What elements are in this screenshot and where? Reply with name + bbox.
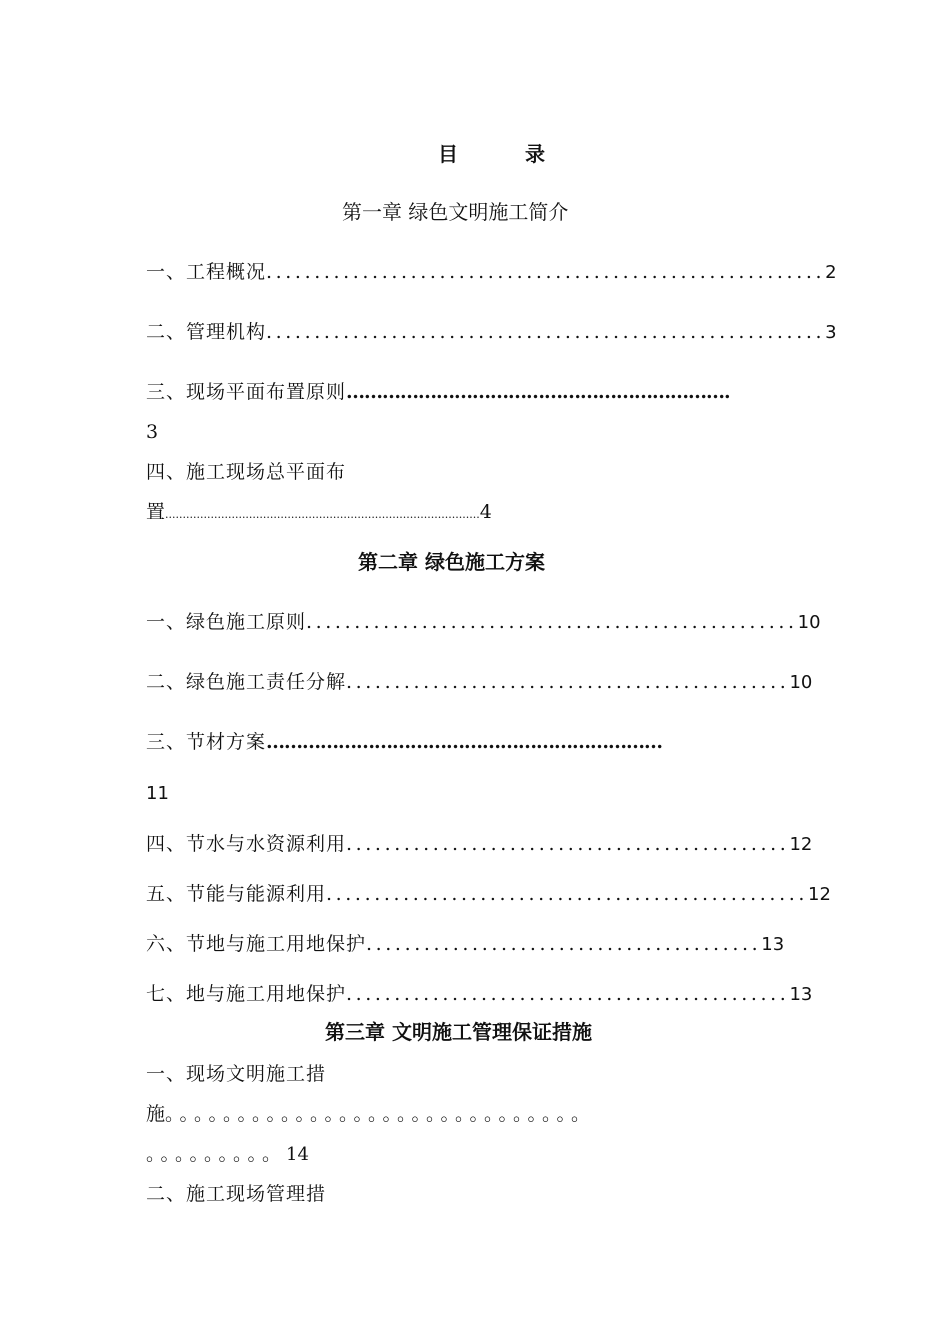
toc-entry[interactable] [146, 882, 831, 907]
page-number: 10 [789, 672, 813, 693]
entry-label-cont: 施 [146, 1103, 166, 1125]
leader-dots: .................................................. [326, 883, 808, 905]
leader-dots: ......................................... [366, 933, 762, 955]
entry-label: 二、绿色施工责任分解 [146, 671, 347, 693]
toc-entry[interactable] [146, 730, 662, 754]
leader-dots: .............................................. [346, 671, 790, 693]
entry-label: 四、节水与水资源利用 [146, 833, 347, 855]
leader-dots: ................................................... [306, 611, 798, 633]
entry-label-cont: 置 [146, 501, 166, 523]
page-number: 4 [479, 501, 492, 523]
page-number: 12 [808, 884, 831, 905]
entry-label: 二、施工现场管理措 [146, 1183, 327, 1205]
entry-label: 五、节能与能源利用 [146, 883, 327, 905]
entry-label: 三、节材方案 [146, 731, 267, 753]
leader-dots: 。。。。。。。。。。。。。。。。。。。。。。。。。。。。。 [165, 1103, 596, 1125]
page-number: 13 [789, 984, 813, 1005]
leader-dots: 。。。。。。。。。 [146, 1143, 287, 1165]
toc-title: 目 录 [438, 142, 575, 166]
toc-entry[interactable] [146, 320, 837, 345]
leader-dots: .......................................................................................... [165, 508, 480, 521]
page-number: 12 [789, 834, 813, 855]
entry-label: 六、节地与施工用地保护 [146, 933, 367, 955]
toc-entry[interactable] [146, 832, 812, 857]
page-number: 14 [286, 1144, 309, 1165]
entry-label: 一、工程概况 [146, 261, 267, 283]
page-number: 11 [146, 783, 169, 804]
toc-entry-continued[interactable] [146, 1142, 309, 1167]
page-number: 2 [825, 262, 837, 283]
entry-label: 一、现场文明施工措 [146, 1063, 327, 1085]
toc-entry[interactable] [146, 982, 812, 1007]
toc-entry[interactable] [146, 1062, 326, 1086]
chapter1-heading: 第一章 绿色文明施工简介 [342, 200, 569, 224]
page-number: 13 [761, 934, 785, 955]
entry-label: 七、地与施工用地保护 [146, 983, 347, 1005]
leader-dots: ………………………………………………………. [346, 381, 730, 403]
leader-dots: ………………………………………………………… [266, 731, 663, 753]
toc-entry[interactable] [146, 670, 812, 695]
toc-entry[interactable] [146, 260, 837, 285]
toc-entry[interactable] [146, 380, 730, 404]
entry-label: 三、现场平面布置原则 [146, 381, 347, 403]
leader-dots: .............................................. [346, 833, 790, 855]
page-number: 10 [797, 612, 821, 633]
page-number: 3 [825, 322, 837, 343]
chapter2-heading: 第二章 绿色施工方案 [358, 550, 545, 574]
entry-label: 二、管理机构 [146, 321, 267, 343]
toc-entry-continued[interactable] [146, 500, 492, 527]
page-number: 3 [146, 421, 159, 443]
chapter3-heading: 第三章 文明施工管理保证措施 [325, 1020, 592, 1044]
toc-entry[interactable] [146, 610, 821, 635]
entry-label: 四、施工现场总平面布 [146, 461, 347, 483]
toc-entry[interactable] [146, 460, 346, 484]
entry-label: 一、绿色施工原则 [146, 611, 307, 633]
toc-entry-continued[interactable] [146, 1102, 595, 1126]
leader-dots: .......................................................... [266, 261, 826, 283]
toc-entry[interactable] [146, 1182, 326, 1206]
leader-dots: .............................................. [346, 983, 790, 1005]
toc-entry[interactable] [146, 932, 784, 957]
leader-dots: .......................................................... [266, 321, 826, 343]
